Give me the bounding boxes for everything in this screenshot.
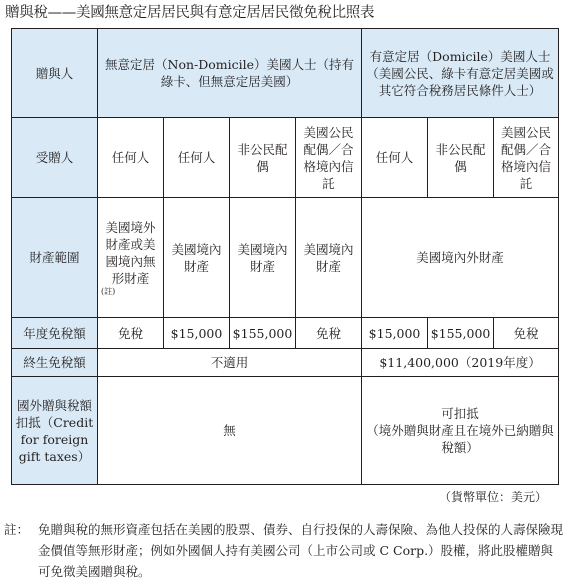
recipient-cell: 非公民配偶: [230, 118, 296, 198]
nondom-header: 無意定居（Non-Domicile）美國人士（持有綠卡、但無意定居美國）: [98, 29, 362, 118]
scope-cell: 美國境內財產: [230, 198, 296, 318]
footnote: [4, 519, 564, 582]
recipient-cell: 美國公民配偶／合格境內信託: [296, 118, 362, 198]
recipient-label: 受贈人: [12, 118, 98, 198]
annual-cell: 免稅: [494, 318, 559, 349]
currency-unit-note: （貨幣單位：美元）: [438, 490, 547, 504]
recipient-cell: 非公民配偶: [428, 118, 494, 198]
lifetime-label: 終生免稅額: [12, 349, 98, 377]
scope-cell: 美國境內財產: [164, 198, 230, 318]
annual-label: 年度免稅額: [12, 318, 98, 349]
scope-row: [12, 198, 559, 318]
scope-cell-domicile: 美國境內外財產: [362, 198, 559, 318]
annual-cell: $155,000: [230, 318, 296, 349]
annual-cell: $15,000: [362, 318, 428, 349]
credit-row: [12, 377, 559, 485]
scope-label: 財產範圍: [12, 198, 98, 318]
lifetime-row: [12, 349, 559, 377]
footnote-text: 免贈與稅的無形資產包括在美國的股票、債券、自行投保的人壽保險、為他人投保的人壽保險現金價值等無形財產；例如外國個人持有美國公司（上市公司或 C Corp.）股權，將此股權贈與可免徵美國贈與稅。: [38, 522, 564, 579]
recipient-cell: 美國公民配偶／合格境內信託: [494, 118, 559, 198]
page-title: 贈與稅——美國無意定居居民與有意定居居民徵免稅比照表: [5, 5, 375, 21]
footnote-label: 註：: [4, 522, 30, 537]
note-mark: (註): [101, 286, 116, 296]
annual-cell: 免稅: [98, 318, 164, 349]
annual-row: [12, 318, 559, 349]
dom-header: 有意定居（Domicile）美國人士（美國公民、綠卡有意定居美國或其它符合稅務居民條件人士）: [362, 29, 559, 118]
credit-label: 國外贈與稅額扣抵（Credit for foreign gift taxes）: [12, 377, 98, 485]
donor-label: 贈與人: [12, 29, 98, 118]
annual-cell: 免稅: [296, 318, 362, 349]
credit-dom: [362, 377, 559, 485]
credit-dom-detail: （境外贈與財產且在境外已納贈與稅額）: [366, 423, 554, 455]
scope-text: 美國境外財產或美國境內無形財產: [105, 219, 156, 286]
donor-row: [12, 29, 559, 118]
comparison-table: [11, 28, 559, 485]
recipient-row: [12, 118, 559, 198]
recipient-cell: 任何人: [164, 118, 230, 198]
annual-cell: $155,000: [428, 318, 494, 349]
scope-cell-intangible: [98, 198, 164, 318]
scope-cell: 美國境內財產: [296, 198, 362, 318]
credit-dom-title: 可扣抵: [441, 406, 479, 421]
recipient-cell: 任何人: [98, 118, 164, 198]
credit-nondom: 無: [98, 377, 362, 485]
lifetime-nondom: 不適用: [98, 349, 362, 377]
recipient-cell: 任何人: [362, 118, 428, 198]
lifetime-dom: $11,400,000（2019年度）: [362, 349, 559, 377]
annual-cell: $15,000: [164, 318, 230, 349]
